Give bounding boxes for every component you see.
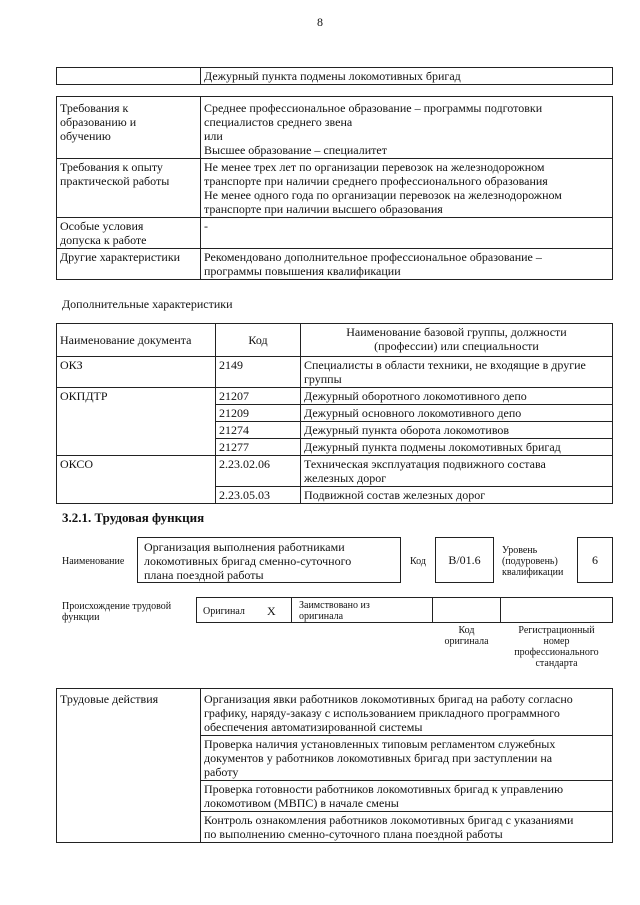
level-label-line: (подуровень) [502,556,558,567]
function-code-label: Код [410,556,426,567]
function-heading: 3.2.1. Трудовая функция [62,510,205,525]
requirements-label-line: допуска к работе [60,233,147,247]
row-name-line: группы [304,372,342,386]
function-name-line: плана поездной работы [144,568,264,582]
borrowed-box [291,597,433,623]
header-name [301,324,613,357]
requirements-value-line: Среднее профессиональное образование – программы подготовки [204,101,543,115]
labor-action-line: по выполнению сменно-суточного плана поездной работы [204,827,503,841]
labor-action-line: Организация явки работников локомотивных бригад на работу согласно [204,692,573,706]
table-row [57,456,613,487]
row-name [301,357,613,388]
row-name: Дежурный оборотного локомотивного депо [301,388,613,405]
row-doc: ОКСО [57,456,216,504]
row-code: 2149 [216,357,301,388]
additional-heading: Дополнительные характеристики [62,297,233,311]
requirements-label-line: Особые условия [60,219,144,233]
function-name-box [137,537,401,583]
requirements-label [57,97,201,159]
requirements-label-line: образованию и [60,115,137,129]
requirements-table [56,96,613,280]
requirements-value-line: Не менее трех лет по организации перевозок на железнодорожном [204,160,545,174]
labor-action-item [201,812,613,843]
top-title-empty-cell [57,68,201,85]
header-name-line: (профессии) или специальности [374,339,539,353]
requirements-label [57,159,201,218]
labor-action-line: Проверка готовности работников локомотивных бригад к управлению [204,782,564,796]
reg-number-label [500,625,613,669]
requirements-value-line: программы повышения квалификации [204,264,401,278]
reg-number-line: стандарта [535,658,578,669]
original-box [196,597,292,623]
function-level-label [502,545,563,578]
additional-table [56,323,613,504]
table-row [57,357,613,388]
requirements-row-conditions [57,218,613,249]
row-name-line: железных дорог [304,471,387,485]
row-code: 21209 [216,405,301,422]
labor-action-item [201,781,613,812]
code-original-box [432,597,501,623]
page-number: 8 [317,15,323,29]
labor-action-line: Контроль ознакомления работников локомотивных бригад с указаниями [204,813,574,827]
row-code: 21277 [216,439,301,456]
table-row [57,388,613,405]
original-label: Оригинал [203,606,245,617]
row-name-line: Техническая эксплуатация подвижного состава [304,457,546,471]
labor-actions-label: Трудовые действия [57,689,201,843]
requirements-value [201,97,613,159]
origin-label-line: функции [62,612,100,623]
function-name-line: Организация выполнения работниками [144,540,345,554]
row-name [301,456,613,487]
requirements-value-line: Не менее одного года по организации перевозок на железнодорожном [204,188,562,202]
level-label-line: Уровень [502,545,538,556]
function-name-line: локомотивных бригад сменно-суточного [144,554,352,568]
row-name: Дежурный пункта оборота локомотивов [301,422,613,439]
header-name-line: Наименование базовой группы, должности [346,325,567,339]
labor-action-row [57,689,613,736]
borrowed-label-line: оригинала [299,611,344,622]
top-title-cell: Дежурный пункта подмены локомотивных бригад [201,68,613,85]
labor-action-line: Проверка наличия установленных типовым регламентом служебных [204,737,556,751]
origin-label [62,601,171,623]
requirements-label-line: практической работы [60,174,170,188]
row-name: Подвижной состав железных дорог [301,487,613,504]
requirements-value: - [201,218,613,249]
row-name: Дежурный основного локомотивного депо [301,405,613,422]
row-code: 2.23.02.06 [216,456,301,487]
requirements-label-line: Требования к опыту [60,160,163,174]
row-name: Дежурный пункта подмены локомотивных бригад [301,439,613,456]
requirements-value-line: или [204,129,223,143]
requirements-label [57,218,201,249]
origin-label-line: Происхождение трудовой [62,601,172,612]
labor-action-line: документов у работников локомотивных бригад при заступлении на [204,751,553,765]
code-original-label [432,625,501,647]
requirements-value-line: Рекомендовано дополнительное профессиональное образование – [204,250,542,264]
row-doc: ОКЗ [57,357,216,388]
labor-action-item [201,736,613,781]
original-mark: X [267,604,276,618]
reg-number-line: номер [543,636,570,647]
labor-actions-table [56,688,613,843]
row-code: 2.23.05.03 [216,487,301,504]
requirements-row-education [57,97,613,159]
row-name-line: Специалисты в области техники, не входящие в другие [304,358,586,372]
code-original-line: оригинала [444,636,489,647]
header-code: Код [216,324,301,357]
labor-action-line: работу [204,765,239,779]
requirements-label-line: обучению [60,129,111,143]
requirements-value-line: транспорте при наличии среднего профессионального образования [204,174,548,188]
requirements-value [201,159,613,218]
row-code: 21207 [216,388,301,405]
requirements-value-line: специалистов среднего звена [204,115,353,129]
top-title-table [56,67,613,85]
requirements-value [201,249,613,280]
reg-number-line: Регистрационный [518,625,595,636]
requirements-row-experience [57,159,613,218]
labor-action-line: обеспечения автоматизированной системы [204,720,423,734]
level-label-line: квалификации [502,567,564,578]
row-doc: ОКПДТР [57,388,216,456]
requirements-label-line: Требования к [60,101,129,115]
function-level-box: 6 [577,537,613,583]
code-original-line: Код [458,625,475,636]
borrowed-label-line: Заимствовано из [299,600,370,611]
row-code: 21274 [216,422,301,439]
requirements-value-line: Высшее образование – специалитет [204,143,387,157]
function-code-box: В/01.6 [435,537,494,583]
reg-number-box [500,597,613,623]
labor-action-line: графику, наряду-заказу с использованием прикладного программного [204,706,560,720]
function-name-label: Наименование [62,556,125,567]
requirements-row-other [57,249,613,280]
header-doc: Наименование документа [57,324,216,357]
requirements-label: Другие характеристики [57,249,201,280]
requirements-value-line: транспорте при наличии высшего образования [204,202,443,216]
additional-header-row [57,324,613,357]
reg-number-line: профессионального [514,647,599,658]
labor-action-line: локомотивом (МВПС) в начале смены [204,796,399,810]
labor-action-item [201,689,613,736]
